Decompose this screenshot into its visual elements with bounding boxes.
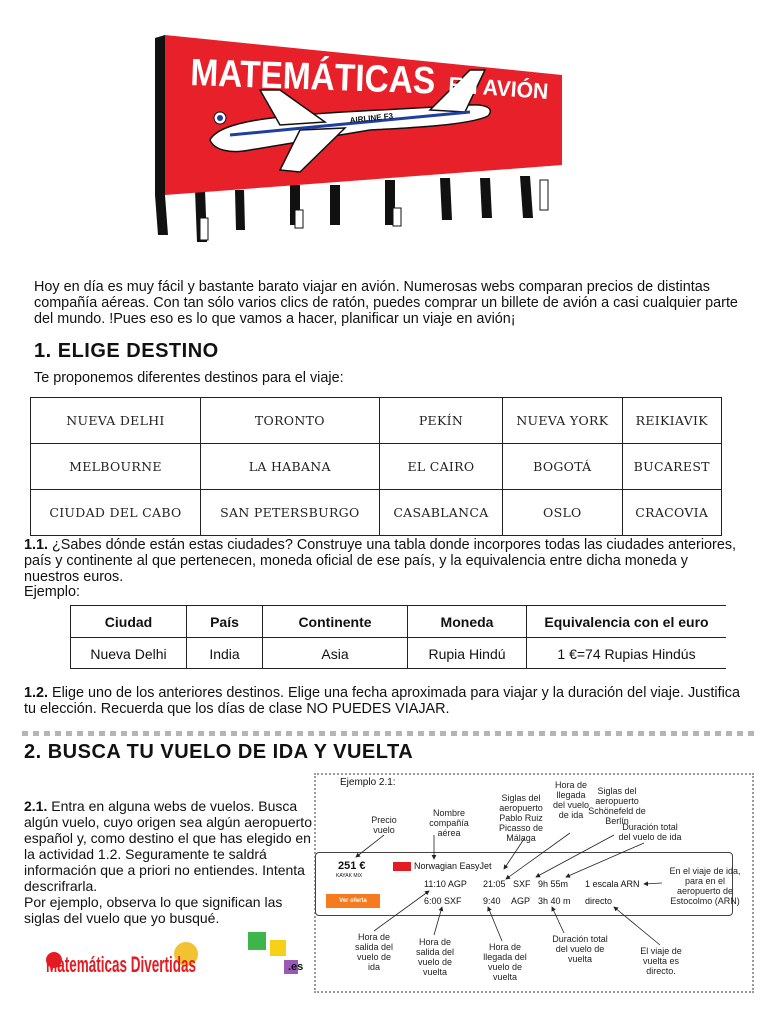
- question-text: Entra en alguna webs de vuelos. Busca algún vuelo, cuyo origen sea algún aeropuerto español y, como destino el que has elegido en la actividad 1.2. Seguramente te saldrá información que a priori no entiendes. Intenta descrifrarla.: [24, 798, 312, 894]
- annotation-outbound-duration: Duración total del vuelo de ida: [618, 822, 682, 842]
- annotation-outbound-arrival: Hora de llegada del vuelo de ida: [552, 780, 590, 820]
- table-cell: Rupia Hindú: [408, 638, 527, 670]
- destination-cell: NUEVA YORK: [503, 398, 622, 444]
- annotation-price: Precio vuelo: [371, 815, 397, 835]
- destination-cell: EL CAIRO: [379, 444, 502, 490]
- flight-price: 251 €: [338, 860, 366, 872]
- outbound-arrival: 21:05: [483, 879, 506, 889]
- destination-cell: BOGOTÁ: [503, 444, 622, 490]
- return-duration: 3h 40 m: [538, 896, 571, 906]
- question-number: 1.1.: [24, 537, 49, 553]
- table-row: [31, 490, 722, 536]
- column-header: Moneda: [408, 606, 527, 638]
- annotation-stopover: En el viaje de ida, para en el aeropuerto de Estocolmo (ARN): [669, 866, 741, 906]
- destination-cell: LA HABANA: [200, 444, 379, 490]
- logo-domain: .es: [288, 961, 304, 973]
- billboard-illustration: [130, 30, 570, 245]
- destination-cell: SAN PETERSBURGO: [200, 490, 379, 536]
- destination-cell: TORONTO: [200, 398, 379, 444]
- table-row: [31, 444, 722, 490]
- question-number: 2.1.: [24, 798, 48, 814]
- table-cell: Asia: [263, 638, 408, 670]
- destination-cell: PEKÍN: [379, 398, 502, 444]
- annotation-airline: Nombre compañía aérea: [429, 808, 469, 838]
- column-header: Continente: [263, 606, 408, 638]
- intro-paragraph: Hoy en día es muy fácil y bastante barato viajar en avión. Numerosas webs comparan precios de distintas compañía aéreas. Con tan sólo varios clics de ratón, puedes comprar un billete de avión a casi cualquier parte del mundo. !Pues eso es lo que vamos a hacer, planificar un viaje en avión¡: [34, 279, 738, 327]
- question-1-2: [24, 685, 744, 717]
- annotation-return-duration: Duración total del vuelo de vuelta: [552, 934, 608, 964]
- destination-cell: CIUDAD DEL CABO: [31, 490, 201, 536]
- table-cell: Nueva Delhi: [71, 638, 187, 670]
- banner-subtitle: EN AVIÓN: [447, 72, 554, 105]
- question-2-1: [24, 798, 316, 926]
- annotation-malaga-code: Siglas del aeropuerto Pablo Ruiz Picasso de Málaga: [498, 793, 544, 843]
- site-logo: [40, 930, 310, 986]
- table-header-row: [71, 606, 727, 638]
- destination-cell: BUCAREST: [622, 444, 721, 490]
- outbound-departure: 11:10 AGP: [424, 879, 467, 889]
- price-source: KAYAK MIX: [336, 873, 363, 879]
- section-divider: [22, 731, 758, 736]
- column-header: Ciudad: [71, 606, 187, 638]
- outbound-arrival-code: SXF: [513, 879, 531, 889]
- column-header: Equivalencia con el euro: [527, 606, 727, 638]
- destination-cell: REIKIAVIK: [622, 398, 721, 444]
- destination-cell: CASABLANCA: [379, 490, 502, 536]
- return-departure: 6:00 SXF: [424, 896, 462, 906]
- banner-title: MATEMÁTICAS: [189, 52, 469, 104]
- outbound-duration: 9h 55m: [538, 879, 569, 889]
- destination-cell: MELBOURNE: [31, 444, 201, 490]
- annotation-return-departure: Hora de salida del vuelo de vuelta: [415, 937, 455, 977]
- svg-text:AIRLINE F3: AIRLINE F3: [349, 111, 394, 125]
- example-table: [70, 605, 726, 669]
- destination-cell: NUEVA DELHI: [31, 398, 201, 444]
- destination-cell: CRACOVIA: [622, 490, 721, 536]
- annotation-return-arrival: Hora de llegada del vuelo de vuelta: [483, 942, 527, 982]
- example-label: Ejemplo:: [24, 584, 80, 600]
- annotation-direct: El viaje de vuelta es directo.: [640, 946, 682, 976]
- question-1-1: [24, 537, 744, 585]
- question-number: 1.2.: [24, 685, 49, 701]
- airline-name: Norwagian EasyJet: [414, 861, 492, 871]
- destinations-table: [30, 397, 722, 536]
- annotation-berlin-code: Siglas del aeropuerto Schönefeld de Berlín: [588, 786, 646, 826]
- offer-button[interactable]: Ver oferta: [326, 894, 380, 908]
- annotation-outbound-departure: Hora de salida del vuelo de ida: [354, 932, 394, 972]
- section-2-title: 2. BUSCA TU VUELO DE IDA Y VUELTA: [24, 741, 414, 763]
- return-arrival: 9:40: [483, 896, 501, 906]
- question-text: Elige uno de los anteriores destinos. Elige una fecha aproximada para viajar y la duración del viaje. Justifica tu elección. Recuerda que los días de clase NO PUEDES VIAJAR.: [24, 685, 740, 717]
- table-bottom-border: [70, 668, 726, 669]
- annotation-arrows: [314, 773, 750, 989]
- example-2-1-label: Ejemplo 2.1:: [340, 777, 396, 788]
- question-text: ¿Sabes dónde están estas ciudades? Construye una tabla donde incorpores todas las ciudades anteriores, país y continente al que pertenecen, moneda oficial de ese país, y la equivalencia entre dicha moneda y nuestros euros.: [24, 537, 737, 585]
- outbound-stops: 1 escala ARN: [585, 879, 640, 889]
- column-header: País: [187, 606, 263, 638]
- return-stops: directo: [585, 896, 613, 906]
- table-cell: India: [187, 638, 263, 670]
- destination-cell: OSLO: [503, 490, 622, 536]
- table-row: [31, 398, 722, 444]
- section-1-subtitle: Te proponemos diferentes destinos para el viaje:: [34, 370, 344, 386]
- return-arrival-code: AGP: [511, 896, 531, 906]
- logo-graphic: [40, 930, 310, 986]
- table-cell: 1 €=74 Rupias Hindús: [527, 638, 727, 670]
- question-text-2: Por ejemplo, observa lo que significan las siglas del vuelo que yo busqué.: [24, 894, 283, 926]
- table-row: [71, 638, 727, 670]
- section-1-title: 1. ELIGE DESTINO: [34, 340, 219, 362]
- logo-text: Matemáticas Divertidas: [46, 952, 196, 977]
